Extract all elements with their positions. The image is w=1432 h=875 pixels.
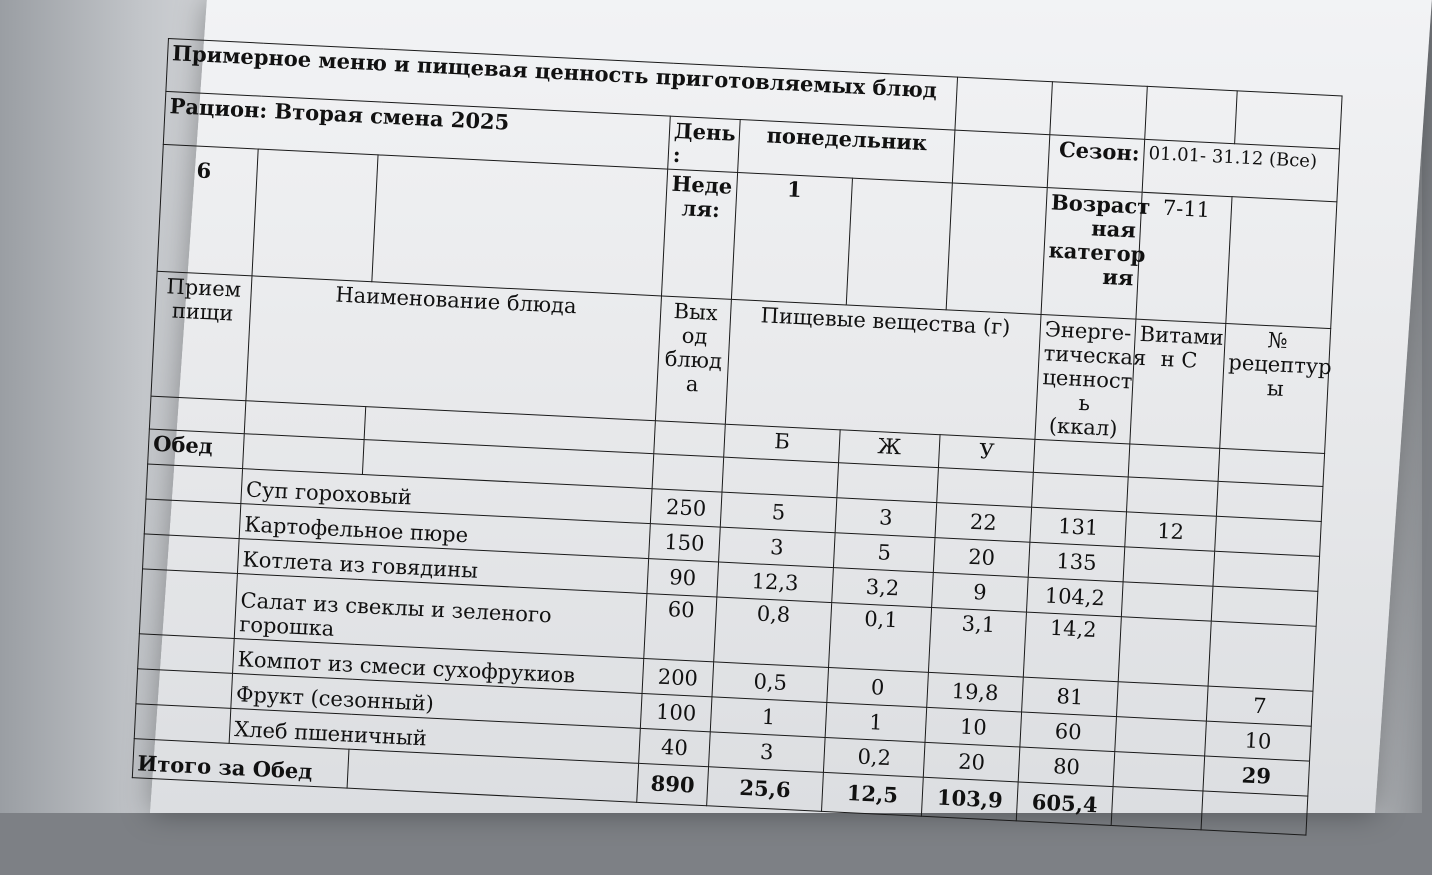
header-carbs: У xyxy=(938,435,1034,473)
week-label: Неде ля: xyxy=(661,169,737,299)
empty-cell xyxy=(1127,477,1219,516)
dish-yield: 200 xyxy=(642,658,714,696)
empty-cell xyxy=(136,669,233,709)
header-vitamin-c: Витами н С xyxy=(1130,319,1226,448)
dish-name: Салат из свеклы и зеленого горошка xyxy=(234,574,647,659)
dish-recipe: 7 xyxy=(1206,686,1313,726)
dish-carbs: 19,8 xyxy=(927,672,1024,712)
empty-cell xyxy=(1235,91,1342,149)
empty-cell xyxy=(1216,481,1323,521)
total-protein: 25,6 xyxy=(707,767,824,812)
dish-carbs: 9 xyxy=(932,573,1029,613)
dish-fat: 1 xyxy=(825,702,927,742)
dish-recipe: 29 xyxy=(1203,756,1310,796)
empty-cell xyxy=(1111,787,1203,830)
dish-protein: 3 xyxy=(709,732,826,773)
dish-vitamin-c xyxy=(1121,582,1213,621)
dish-carbs: 10 xyxy=(925,707,1022,747)
empty-cell xyxy=(955,77,1052,135)
dish-kcal: 80 xyxy=(1018,747,1115,787)
empty-cell xyxy=(144,499,241,539)
empty-cell xyxy=(1226,197,1337,329)
dish-vitamin-c: 12 xyxy=(1125,512,1217,551)
dish-vitamin-c xyxy=(1118,617,1211,686)
dish-vitamin-c xyxy=(1115,717,1207,756)
dish-yield: 60 xyxy=(644,594,717,662)
dish-yield: 90 xyxy=(647,559,719,597)
header-meal: Прием пищи xyxy=(151,271,252,400)
dish-fat: 0 xyxy=(827,668,929,708)
dish-kcal: 131 xyxy=(1030,507,1127,547)
empty-cell xyxy=(149,396,245,434)
menu-number: 6 xyxy=(157,144,258,275)
dish-recipe: 10 xyxy=(1205,721,1312,761)
dish-protein: 0,8 xyxy=(714,597,832,668)
empty-cell xyxy=(654,421,726,457)
dish-kcal: 14,2 xyxy=(1023,612,1121,682)
header-yield: Вых од блюд а xyxy=(655,296,731,424)
season-value: 01.01- 31.12 (Все) xyxy=(1142,139,1339,201)
empty-cell xyxy=(1218,448,1324,486)
empty-cell xyxy=(837,463,939,503)
dish-yield: 250 xyxy=(650,489,722,527)
dish-vitamin-c xyxy=(1113,752,1205,791)
meal-name: Обед xyxy=(148,429,245,469)
dish-fat: 3,2 xyxy=(832,568,934,608)
dish-name: Компот из смеси сухофрукиов xyxy=(233,638,644,693)
total-label: Итого за Обед xyxy=(132,739,349,788)
season-label: Сезон: xyxy=(1047,135,1144,193)
dish-recipe xyxy=(1208,621,1316,691)
dish-carbs: 20 xyxy=(923,742,1020,782)
total-kcal xyxy=(1016,782,1113,826)
dish-fat: 3 xyxy=(835,498,937,538)
empty-cell xyxy=(952,130,1049,188)
dish-vitamin-c xyxy=(1117,682,1209,721)
total-yield: 890 xyxy=(637,763,709,805)
empty-cell xyxy=(1128,444,1220,481)
dish-yield: 100 xyxy=(640,693,712,731)
document-title: Примерное меню и пищевая ценность приготовляемых блюд xyxy=(166,39,958,131)
header-protein: Б xyxy=(724,424,840,463)
empty-cell xyxy=(946,183,1047,314)
dish-protein: 12,3 xyxy=(717,562,834,603)
day-label: День : xyxy=(668,116,741,172)
dish-carbs: 3,1 xyxy=(928,607,1026,677)
empty-cell xyxy=(652,454,724,492)
dish-protein: 1 xyxy=(710,697,827,738)
week-value: 1 xyxy=(731,172,852,304)
dish-fat: 0,2 xyxy=(823,737,925,777)
empty-cell xyxy=(937,468,1034,508)
empty-cell xyxy=(138,634,235,674)
dish-name: Котлета из говядины xyxy=(237,539,648,594)
dish-kcal: 60 xyxy=(1020,712,1117,752)
age-value: 7-11 xyxy=(1136,192,1232,323)
dish-vitamin-c xyxy=(1123,547,1215,586)
dish-recipe xyxy=(1211,586,1318,626)
day-value: понедельник xyxy=(738,120,955,183)
dish-carbs: 22 xyxy=(935,503,1032,543)
dish-recipe xyxy=(1215,516,1322,556)
empty-cell xyxy=(722,457,839,498)
empty-cell xyxy=(846,178,952,310)
menu-table xyxy=(132,38,1343,836)
empty-cell xyxy=(372,155,668,296)
total-fat: 12,5 xyxy=(822,772,924,816)
empty-cell xyxy=(1050,82,1147,140)
dish-kcal: 104,2 xyxy=(1027,577,1124,617)
empty-cell xyxy=(134,704,231,744)
dish-fat: 5 xyxy=(833,533,935,573)
dish-kcal: 135 xyxy=(1028,542,1125,582)
header-nutrients: Пищевые вещества (г) xyxy=(725,299,1041,439)
dish-protein: 0,5 xyxy=(712,662,829,703)
dish-fat: 0,1 xyxy=(829,603,932,673)
empty-cell xyxy=(1145,86,1237,143)
dish-name: Хлеб пшеничный xyxy=(229,708,640,763)
empty-cell xyxy=(1201,791,1308,835)
empty-cell xyxy=(252,149,378,282)
dish-protein: 3 xyxy=(719,527,836,568)
header-recipe-number: № рецептур ы xyxy=(1220,324,1331,454)
dish-name: Фрукт (сезонный) xyxy=(231,673,642,728)
empty-cell xyxy=(1033,439,1129,477)
dish-carbs: 20 xyxy=(933,538,1030,578)
empty-cell xyxy=(1032,472,1129,512)
menu-document xyxy=(130,38,1342,874)
total-kcal-value: 605,4 xyxy=(1031,789,1099,818)
dish-kcal: 81 xyxy=(1022,677,1119,717)
dish-name: Суп гороховый xyxy=(241,469,652,524)
age-label: Возраст ная категор ия xyxy=(1041,188,1142,319)
dish-yield: 40 xyxy=(639,728,711,766)
empty-cell xyxy=(146,464,243,504)
dish-protein: 5 xyxy=(720,492,837,533)
dish-yield: 150 xyxy=(649,524,721,562)
header-fat: Ж xyxy=(839,430,941,468)
ration-label: Рацион: Вторая смена 2025 xyxy=(163,91,670,169)
header-energy: Энерге- тическая ценност ь (ккал) xyxy=(1035,314,1136,443)
dish-name: Картофельное пюре xyxy=(239,504,650,559)
total-carbs: 103,9 xyxy=(921,777,1018,821)
empty-cell xyxy=(139,569,237,639)
header-dish-name: Наименование блюда xyxy=(246,276,662,421)
empty-cell xyxy=(143,534,240,574)
empty-cell xyxy=(243,434,365,475)
dish-recipe xyxy=(1213,551,1320,591)
